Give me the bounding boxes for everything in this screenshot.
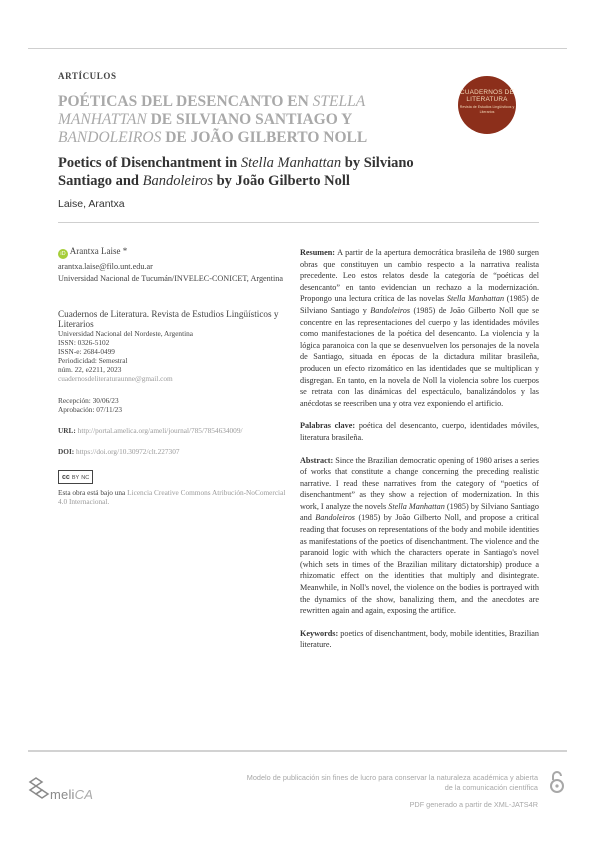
doi-link[interactable]: https://doi.org/10.30972/clt.227307 <box>76 447 180 456</box>
metadata-column <box>58 245 288 506</box>
resumen-paragraph: Resumen: A partir de la apertura democrática brasileña de 1980 surgen obras que constituyen un cambio respecto a la narrativa realista precedente. Leo estos relatos desde la categoría de “poéticas del desencanto” en tanto evidencian un rechazo a la modernización. Propongo una lectura crítica de las novelas Stella Manhattan (1985) de Silviano Santiago y Bandoleiros (1985) de João Gilberto Noll que se concentre en las representaciones del cuerpo y las identidades móviles como manifestaciones de la poética del desencanto. La violencia y la lógica paranoica con la que se desenvuelven los personajes de la novela de Santiago, situada en épocas de la dictadura militar brasileña, producen un efecto rizomático en las identidades que se multiplican y disgregan. En tanto, en la novela de Noll la violencia sobre los cuerpos se retrata con las dinámicas del espectáculo, banalizándolos y las anécdotas se reescriben una y otra vez exponiendo el artificio. <box>300 248 539 408</box>
header-divider <box>58 222 539 223</box>
author-affiliation: Universidad Nacional de Tucumán/INVELEC-CONICET, Argentina <box>58 274 284 283</box>
received-date: Recepción: 30/06/23 <box>58 396 119 405</box>
journal-periodicity: Periodicidad: Semestral <box>58 356 128 365</box>
journal-issn: ISSN: 0326-5102 <box>58 338 110 347</box>
abstract-label: Abstract: <box>300 455 334 465</box>
section-label: ARTÍCULOS <box>58 71 117 81</box>
journal-logo <box>458 76 516 134</box>
nc-icon: NC <box>81 475 90 481</box>
journal-email[interactable]: cuadernosdeliteraturaunne@gmail.com <box>58 374 173 383</box>
author-footnote-mark: * <box>120 246 128 256</box>
cc-license-badge[interactable] <box>58 470 288 484</box>
journal-logo-name: CUADERNOS DE LITERATURA <box>460 89 514 103</box>
author-byline: Laise, Arantxa <box>58 198 125 210</box>
cc-icon: cc <box>62 474 70 481</box>
license-link[interactable]: Licencia Creative Commons Atribución-NoComercial 4.0 Internacional. <box>58 488 286 506</box>
resumen-label: Resumen: <box>300 248 336 257</box>
title-english: Poetics of Disenchantment in Stella Manhattan by Silviano Santiago and Bandoleiros by João Gilberto Noll <box>58 155 414 189</box>
abstract-paragraph: Abstract: Since the Brazilian democratic opening of 1980 arises a series of works that constitute a change concerning the preceding realistic narrative. I read these narratives from the category of “poetics of disenchantment” as they show a rejection of modernization. In this work, I analyze the novels Stella Manhattan (1985) by Silviano Santiago and Bandoleiros (1985) by João Gilberto Noll, and propose a critical reading that focuses on representations of the body and mobile identities as manifestations of the poetics of disenchantment. The violence and the paranoid logic with which the characters operate in Santiago's novel (which sets in times of the Brazilian military dictatorship) produce a rhizomatic effect on the identities that multiply and disintegrate. Meanwhile, in Noll's novel, the violence on the bodies is portrayed with the dynamics of the show, banalizing them, and the anecdotes are rewritten again and again, exposing the artifice. <box>300 455 539 616</box>
keywords-label: Keywords: <box>300 628 339 638</box>
title-spanish: POÉTICAS DEL DESENCANTO EN STELLA MANHATTAN DE SILVIANO SANTIAGO Y BANDOLEIROS DE JOÃO GILBERTO NOLL <box>58 93 368 146</box>
journal-university: Universidad Nacional del Nordeste, Argentina <box>58 329 194 338</box>
journal-number: núm. 22, e2211, 2023 <box>58 365 122 374</box>
journal-name: Cuadernos de Literatura. Revista de Estudios Lingüísticos y Literarios <box>58 309 279 329</box>
doi-line <box>58 447 288 456</box>
journal-issn-e: ISSN-e: 2684-0499 <box>58 347 115 356</box>
open-access-icon <box>549 770 565 799</box>
keywords-paragraph: Keywords: poetics of disenchantment, body, mobile identities, Brazilian literature. <box>300 628 539 650</box>
amelica-logo-icon <box>28 776 50 807</box>
author-name: Arantxa Laise <box>69 246 121 256</box>
amelica-wordmark: meliCA <box>50 787 94 802</box>
doi-label: DOI: <box>58 447 75 456</box>
author-email[interactable]: arantxa.laise@filo.unt.edu.ar <box>58 262 153 271</box>
abstract-column <box>300 247 539 662</box>
author-name-line <box>58 245 288 259</box>
by-icon: BY <box>71 475 80 481</box>
dates <box>58 396 288 414</box>
url-label: URL: <box>58 426 76 435</box>
footer-generated: PDF generado a partir de XML-JATS4R <box>409 800 538 809</box>
journal-logo-subtitle: Revista de Estudios Lingüísticos y Literarios <box>459 105 515 114</box>
url-line <box>58 426 288 435</box>
palabras-clave-paragraph: Palabras clave: poética del desencanto, cuerpo, identidades móviles, literatura brasileña. <box>300 421 539 442</box>
footer-divider <box>28 750 567 752</box>
footer-note: Modelo de publicación sin fines de lucro para conservar la naturaleza académica y abierta de la comunicación científica <box>246 773 538 792</box>
palabras-label: Palabras clave: <box>300 421 356 431</box>
orcid-icon[interactable]: iD <box>58 249 68 259</box>
approved-date: Aprobación: 07/11/23 <box>58 405 122 414</box>
license-text: Esta obra está bajo una Licencia Creative Commons Atribución-NoComercial 4.0 Internacional. <box>58 488 286 506</box>
journal-info <box>58 309 288 383</box>
top-divider <box>28 48 567 49</box>
url-link[interactable]: http://portal.amelica.org/ameli/journal/785/7854634009/ <box>77 426 243 435</box>
